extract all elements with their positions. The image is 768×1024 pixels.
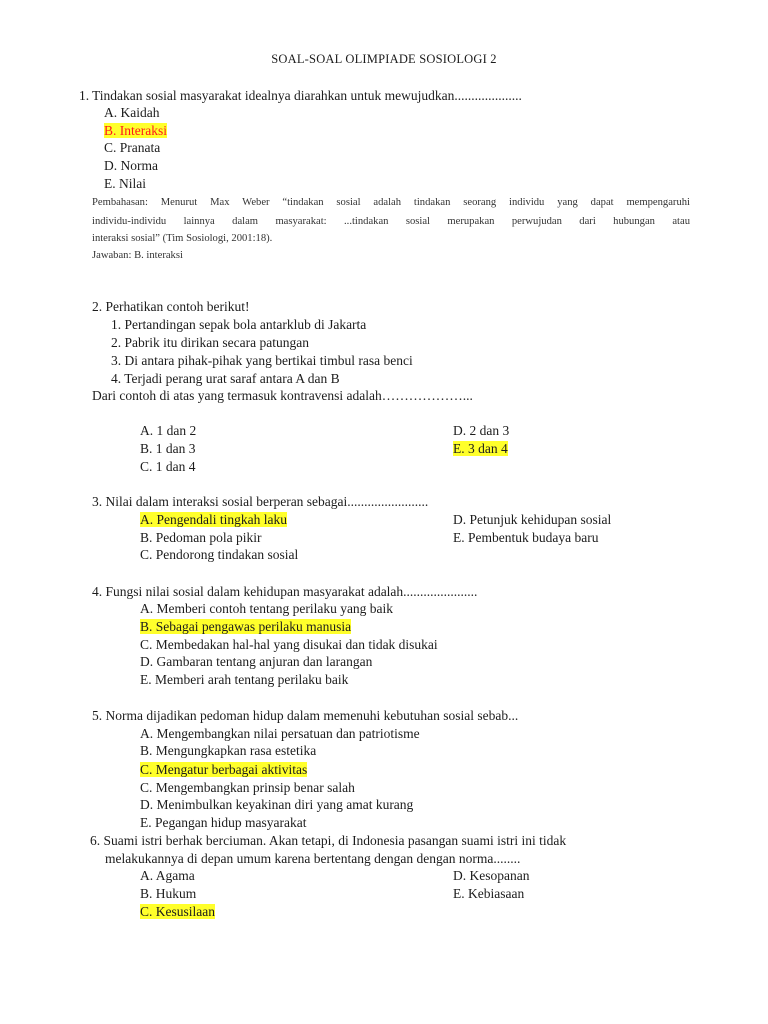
q1-option-b-answer <box>104 122 167 139</box>
q2-answer-highlight: E. 3 dan 4 <box>453 441 508 456</box>
q1-answer: Jawaban: B. interaksi <box>92 250 183 261</box>
q2-option-a: A. 1 dan 2 <box>140 423 197 438</box>
page-title: SOAL-SOAL OLIMPIADE SOSIOLOGI 2 <box>271 52 497 66</box>
q2-option-b: B. 1 dan 3 <box>140 441 196 456</box>
question-2-text: 2. Perhatikan contoh berikut! <box>92 299 250 314</box>
q5-option-c-answer <box>140 761 307 778</box>
q3-option-d: D. Petunjuk kehidupan sosial <box>453 512 612 527</box>
q2-item-4: 4. Terjadi perang urat saraf antara A dan B <box>111 371 340 386</box>
q6-option-a: A. Agama <box>140 868 195 883</box>
q3-option-a-answer <box>140 511 287 528</box>
q1-answer-highlight: B. Interaksi <box>104 123 167 138</box>
q6-option-e: E. Kebiasaan <box>453 886 525 901</box>
q5-option-c2: C. Mengembangkan prinsip benar salah <box>140 780 355 795</box>
q3-answer-highlight: A. Pengendali tingkah laku <box>140 512 287 527</box>
q4-option-b-answer <box>140 618 351 635</box>
q2-option-e-answer <box>453 440 508 457</box>
question-3-text: 3. Nilai dalam interaksi sosial berperan sebagai........................ <box>92 494 429 509</box>
q4-option-e: E. Memberi arah tentang perilaku baik <box>140 672 349 687</box>
q1-option-c: C. Pranata <box>104 140 161 155</box>
q2-item-3: 3. Di antara pihak-pihak yang bertikai timbul rasa benci <box>111 353 413 368</box>
q3-option-e: E. Pembentuk budaya baru <box>453 530 599 545</box>
q6-option-c-answer <box>140 903 215 920</box>
question-5-text: 5. Norma dijadikan pedoman hidup dalam memenuhi kebutuhan sosial sebab... <box>92 708 519 723</box>
q4-answer-highlight: B. Sebagai pengawas perilaku manusia <box>140 619 352 634</box>
question-1-text: Tindakan sosial masyarakat idealnya diarahkan untuk mewujudkan.................... <box>92 88 522 103</box>
q1-option-e: E. Nilai <box>104 176 146 191</box>
q5-option-e: E. Pegangan hidup masyarakat <box>140 815 307 830</box>
q6-answer-highlight: C. Kesusilaan <box>140 904 215 919</box>
q4-option-d: D. Gambaran tentang anjuran dan larangan <box>140 654 373 669</box>
q3-option-c: C. Pendorong tindakan sosial <box>140 547 299 562</box>
q6-option-b: B. Hukum <box>140 886 197 901</box>
q5-answer-highlight: C. Mengatur berbagai aktivitas <box>140 762 308 777</box>
q2-option-c: C. 1 dan 4 <box>140 459 196 474</box>
question-4-text: 4. Fungsi nilai sosial dalam kehidupan masyarakat adalah...................... <box>92 584 478 599</box>
q6-option-d: D. Kesopanan <box>453 868 530 883</box>
question-6-text-line-2: melakukannya di depan umum karena bertentang dengan dengan norma........ <box>105 851 521 866</box>
q3-option-b: B. Pedoman pola pikir <box>140 530 262 545</box>
q5-option-a: A. Mengembangkan nilai persatuan dan patriotisme <box>140 726 420 741</box>
q4-option-a: A. Memberi contoh tentang perilaku yang baik <box>140 601 394 616</box>
q1-explanation-line-2: individu-individu lainnya dalam masyarakat: ...tindakan sosial merupakan perwujudan dari hubungan atau <box>92 216 690 227</box>
q2-item-1: 1. Pertandingan sepak bola antarklub di Jakarta <box>111 317 367 332</box>
q5-option-b: B. Mengungkapkan rasa estetika <box>140 743 317 758</box>
q2-option-d: D. 2 dan 3 <box>453 423 510 438</box>
q2-question: Dari contoh di atas yang termasuk kontravensi adalah………………... <box>92 388 473 403</box>
question-6-text-line-1: 6. Suami istri berhak berciuman. Akan tetapi, di Indonesia pasangan suami istri ini tidak <box>90 833 567 848</box>
q4-option-c: C. Membedakan hal-hal yang disukai dan tidak disukai <box>140 637 438 652</box>
q1-option-d: D. Norma <box>104 158 158 173</box>
q1-explanation-line-1: Pembahasan: Menurut Max Weber “tindakan sosial adalah tindakan seorang individu yang dapat mempengaruhi <box>92 197 690 208</box>
question-1-number: 1. <box>79 88 90 103</box>
q1-explanation-line-3: interaksi sosial” (Tim Sosiologi, 2001:18). <box>92 233 273 244</box>
q2-item-2: 2. Pabrik itu dirikan secara patungan <box>111 335 309 350</box>
q5-option-d: D. Menimbulkan keyakinan diri yang amat kurang <box>140 797 414 812</box>
q1-option-a: A. Kaidah <box>104 105 160 120</box>
